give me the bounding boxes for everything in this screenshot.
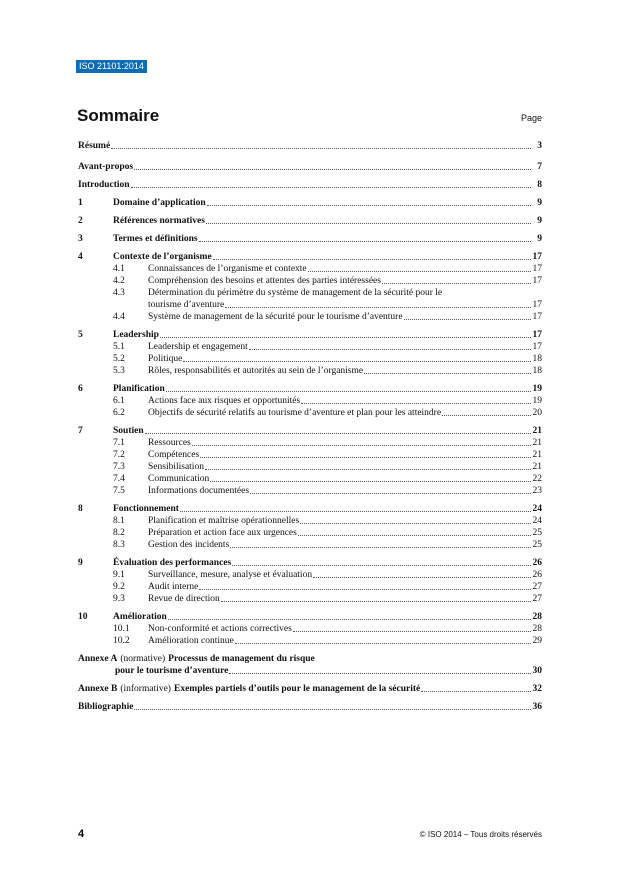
toc-entry-text: Système de management de la sécurité pour le tourisme d’aventure — [148, 312, 403, 322]
toc-entry-page: 17 — [532, 276, 542, 286]
dot-leader — [298, 535, 531, 536]
toc-entry-text-line2: pour le tourisme d’aventure — [115, 666, 229, 676]
dot-leader — [131, 187, 531, 188]
annex-kind: (normative) — [120, 654, 166, 664]
toc-entry-section-4-2[interactable] — [78, 275, 542, 287]
toc-entry-section-5-1[interactable] — [78, 341, 542, 353]
toc-entry-number: 1 — [78, 198, 83, 208]
toc-entry-page: 18 — [532, 366, 542, 376]
toc-entry-number: 10.2 — [113, 636, 130, 646]
annex-prefix: Annexe B — [78, 684, 118, 694]
toc-entry-page: 27 — [532, 582, 542, 592]
toc-entry-page: 24 — [532, 504, 542, 514]
toc-entry-page: 28 — [532, 624, 542, 634]
toc-entry-page: 30 — [532, 666, 542, 676]
dot-leader — [207, 205, 531, 206]
toc-entry-text: Références normatives — [113, 216, 205, 226]
toc-entry-text: Bibliographie — [78, 702, 134, 712]
toc-entry-text: Leadership — [113, 330, 159, 340]
toc-entry-page: 25 — [532, 540, 542, 550]
toc-entry-page: 7 — [537, 162, 542, 172]
toc-entry-section-4[interactable] — [78, 251, 542, 263]
toc-entry-text: Ressources — [148, 438, 191, 448]
toc-entry-text: Amélioration continue — [148, 636, 234, 646]
toc-entry-number: 10 — [78, 612, 88, 622]
toc-entry-text: Planification et maîtrise opérationnelles — [148, 516, 300, 526]
toc-entry-text: Planification — [113, 384, 165, 394]
toc-entry-section-8-2[interactable] — [78, 527, 542, 539]
toc-entry-section-9-1[interactable] — [78, 569, 542, 581]
toc-entry-text: Objectifs de sécurité relatifs au tourisme d’aventure et plan pour les atteindre — [148, 408, 442, 418]
toc-entry-page: 9 — [537, 234, 542, 244]
dot-leader — [199, 241, 531, 242]
toc-entry-section-7-1[interactable] — [78, 437, 542, 449]
toc-entry-section-4-4[interactable] — [78, 311, 542, 323]
dot-leader — [206, 223, 531, 224]
toc-entry-number: 6.1 — [113, 396, 125, 406]
dot-leader — [421, 691, 531, 692]
toc-entry-text: Compréhension des besoins et attentes des parties intéressées — [148, 276, 381, 286]
toc-entry-number: 9.2 — [113, 582, 125, 592]
toc-entry-page: 9 — [537, 216, 542, 226]
toc-entry-text: Domaine d’application — [113, 198, 206, 208]
toc-entry-number: 8.1 — [113, 516, 125, 526]
annex-kind: (informative) — [120, 684, 171, 694]
dot-leader — [160, 337, 531, 338]
dot-leader — [364, 373, 531, 374]
toc-entry-text: Informations documentées — [148, 486, 250, 496]
toc-entry-text: Sensibilisation — [148, 462, 204, 472]
toc-entry-section-4-3[interactable] — [78, 287, 542, 311]
toc-entry-number: 4.1 — [113, 264, 125, 274]
footer-page-number: 4 — [78, 828, 85, 840]
toc-entry-number: 7.1 — [113, 438, 125, 448]
toc-entry-section-10[interactable] — [78, 611, 542, 623]
toc-entry-section-7-2[interactable] — [78, 449, 542, 461]
toc-entry-page: 17 — [532, 330, 542, 340]
dot-leader — [168, 619, 531, 620]
toc-entry-section-7[interactable] — [78, 425, 542, 437]
toc-entry-annex-a[interactable] — [78, 653, 542, 677]
toc-entry-number: 9.3 — [113, 594, 125, 604]
toc-entry-number: 7.4 — [113, 474, 125, 484]
toc-entry-page: 36 — [532, 702, 542, 712]
toc-entry-page: 20 — [532, 408, 542, 418]
toc-entry-number: 4.2 — [113, 276, 125, 286]
dot-leader — [134, 709, 531, 710]
dot-leader — [293, 631, 531, 632]
toc-entry-text-block — [148, 287, 542, 311]
toc-entry-text: Audit interne — [148, 582, 199, 592]
toc-entry-number: 9.1 — [113, 570, 125, 580]
dot-leader — [134, 169, 531, 170]
toc-entry-section-10-1[interactable] — [78, 623, 542, 635]
toc-entry-text: Politique — [148, 354, 183, 364]
toc-entry-section-7-4[interactable] — [78, 473, 542, 485]
toc-entry-number: 2 — [78, 216, 83, 226]
toc-entry-text-line2: tourisme d’aventure — [148, 300, 225, 310]
toc-entry-page: 17 — [532, 264, 542, 274]
dot-leader — [200, 457, 531, 458]
toc-entry-number: 3 — [78, 234, 83, 244]
dot-leader — [382, 283, 531, 284]
dot-leader — [192, 445, 531, 446]
toc-entry-number: 7 — [78, 426, 83, 436]
toc-entry-section-6-2[interactable] — [78, 407, 542, 419]
toc-entry-text: Surveillance, mesure, analyse et évaluation — [148, 570, 313, 580]
toc-entry-page: 8 — [537, 180, 542, 190]
toc-entry-text: Leadership et engagement — [148, 342, 248, 352]
toc-entry-page: 3 — [537, 141, 542, 151]
page-column-label: Page — [520, 113, 542, 123]
toc-entry-page: 17 — [532, 312, 542, 322]
toc-entry-number: 4.4 — [113, 312, 125, 322]
toc-entry-text: Soutien — [113, 426, 144, 436]
toc-entry-number: 4.3 — [113, 288, 125, 298]
toc-entry-number: 10.1 — [113, 624, 130, 634]
toc-entry-annex-b[interactable] — [78, 683, 542, 695]
dot-leader — [225, 307, 531, 308]
document-id-badge: ISO 21101:2014 — [76, 60, 147, 73]
toc-entry-resume[interactable] — [78, 140, 542, 152]
toc-entry-page: 24 — [532, 516, 542, 526]
toc-entry-section-8-3[interactable] — [78, 539, 542, 551]
toc-entry-section-9-3[interactable] — [78, 593, 542, 605]
toc-entry-section-10-2[interactable] — [78, 635, 542, 647]
toc-entry-page: 17 — [532, 342, 542, 352]
toc-entry-page: 17 — [532, 300, 542, 310]
dot-leader — [145, 433, 531, 434]
dot-leader — [199, 589, 531, 590]
toc-entry-text: Introduction — [78, 180, 130, 190]
dot-leader — [221, 601, 531, 602]
annex-prefix: Annexe A — [78, 654, 118, 664]
toc-entry-page: 29 — [532, 636, 542, 646]
toc-entry-number: 5.2 — [113, 354, 125, 364]
toc-entry-text: Évaluation des performances — [113, 558, 232, 568]
dot-leader — [229, 673, 531, 674]
toc-entry-text-line1: Détermination du périmètre du système de management de la sécurité pour le — [148, 288, 443, 298]
toc-entry-bibliographie[interactable] — [78, 701, 542, 713]
toc-entry-text: Termes et définitions — [113, 234, 198, 244]
toc-entry-number: 7.3 — [113, 462, 125, 472]
toc-entry-text: Avant-propos — [78, 162, 134, 172]
toc-entry-text: Gestion des incidents — [148, 540, 230, 550]
toc-entry-section-5[interactable] — [78, 329, 542, 341]
toc-entry-text: Exemples partiels d’outils pour le management de la sécurité — [173, 684, 421, 694]
toc-entry-text: Fonctionnement — [113, 504, 179, 514]
dot-leader — [301, 403, 531, 404]
toc-entry-avant-propos[interactable] — [78, 161, 542, 173]
toc-entry-number: 7.2 — [113, 450, 125, 460]
toc-entry-number: 9 — [78, 558, 83, 568]
toc-entry-number: 8 — [78, 504, 83, 514]
toc-entry-page: 19 — [532, 384, 542, 394]
toc-entry-text: Actions face aux risques et opportunités — [148, 396, 301, 406]
dot-leader — [210, 481, 531, 482]
toc-entry-number: 5 — [78, 330, 83, 340]
dot-leader — [250, 493, 531, 494]
toc-entry-section-4-1[interactable] — [78, 263, 542, 275]
toc-entry-number: 4 — [78, 252, 83, 262]
page-title: Sommaire — [77, 106, 160, 125]
toc-entry-number: 8.2 — [113, 528, 125, 538]
dot-leader — [313, 577, 531, 578]
toc-entry-text: Résumé — [78, 141, 111, 151]
toc-entry-page: 27 — [532, 594, 542, 604]
toc-entry-section-7-3[interactable] — [78, 461, 542, 473]
dot-leader — [205, 469, 531, 470]
toc-entry-page: 21 — [532, 462, 542, 472]
toc-entry-page: 21 — [532, 450, 542, 460]
dot-leader — [300, 523, 531, 524]
toc-entry-section-5-2[interactable] — [78, 353, 542, 365]
dot-leader — [111, 148, 531, 149]
toc-entry-number: 7.5 — [113, 486, 125, 496]
toc-entry-section-3[interactable] — [78, 233, 542, 245]
toc-entry-section-6[interactable] — [78, 383, 542, 395]
toc-entry-number: 6 — [78, 384, 83, 394]
dot-leader — [183, 361, 531, 362]
toc-entry-text-line1: Processus de management du risque — [168, 654, 315, 664]
toc-entry-number: 6.2 — [113, 408, 125, 418]
toc-entry-section-6-1[interactable] — [78, 395, 542, 407]
toc-entry-section-8[interactable] — [78, 503, 542, 515]
dot-leader — [213, 259, 531, 260]
dot-leader — [230, 547, 531, 548]
toc-entry-page: 18 — [532, 354, 542, 364]
toc-entry-text-block — [78, 653, 542, 677]
toc-entry-introduction[interactable] — [78, 179, 542, 191]
toc-entry-page: 21 — [532, 438, 542, 448]
toc-entry-number: 5.1 — [113, 342, 125, 352]
toc-entry-section-2[interactable] — [78, 215, 542, 227]
toc-entry-page: 17 — [532, 252, 542, 262]
dot-leader — [235, 643, 531, 644]
toc-entry-page: 19 — [532, 396, 542, 406]
toc-entry-text: Contexte de l’organisme — [113, 252, 212, 262]
toc-entry-page: 22 — [532, 474, 542, 484]
toc-entry-number: 5.3 — [113, 366, 125, 376]
toc-entry-section-5-3[interactable] — [78, 365, 542, 377]
dot-leader — [249, 349, 531, 350]
toc-entry-text: Revue de direction — [148, 594, 220, 604]
toc-entry-text: Communication — [148, 474, 210, 484]
toc-entry-text: Préparation et action face aux urgences — [148, 528, 297, 538]
toc-entry-text: Amélioration — [113, 612, 167, 622]
toc-entry-page: 21 — [532, 426, 542, 436]
footer-copyright: © ISO 2014 – Tous droits réservés — [419, 830, 542, 839]
toc-entry-section-7-5[interactable] — [78, 485, 542, 497]
toc-entry-number: 8.3 — [113, 540, 125, 550]
table-of-contents — [78, 140, 542, 713]
toc-entry-page: 26 — [532, 570, 542, 580]
toc-entry-section-8-1[interactable] — [78, 515, 542, 527]
dot-leader — [180, 511, 531, 512]
toc-entry-section-1[interactable] — [78, 197, 542, 209]
toc-entry-section-9-2[interactable] — [78, 581, 542, 593]
toc-entry-text: Connaissances de l’organisme et contexte — [148, 264, 307, 274]
toc-entry-page: 25 — [532, 528, 542, 538]
dot-leader — [442, 415, 531, 416]
toc-entry-page: 9 — [537, 198, 542, 208]
toc-entry-text: Non-conformité et actions correctives — [148, 624, 292, 634]
dot-leader — [166, 391, 531, 392]
dot-leader — [404, 319, 531, 320]
toc-entry-text: Rôles, responsabilités et autorités au sein de l’organisme — [148, 366, 364, 376]
toc-entry-section-9[interactable] — [78, 557, 542, 569]
toc-entry-text: Compétences — [148, 450, 200, 460]
toc-entry-page: 28 — [532, 612, 542, 622]
dot-leader — [308, 271, 531, 272]
toc-entry-page: 32 — [532, 684, 542, 694]
dot-leader — [232, 565, 531, 566]
toc-entry-page: 26 — [532, 558, 542, 568]
toc-entry-page: 23 — [532, 486, 542, 496]
